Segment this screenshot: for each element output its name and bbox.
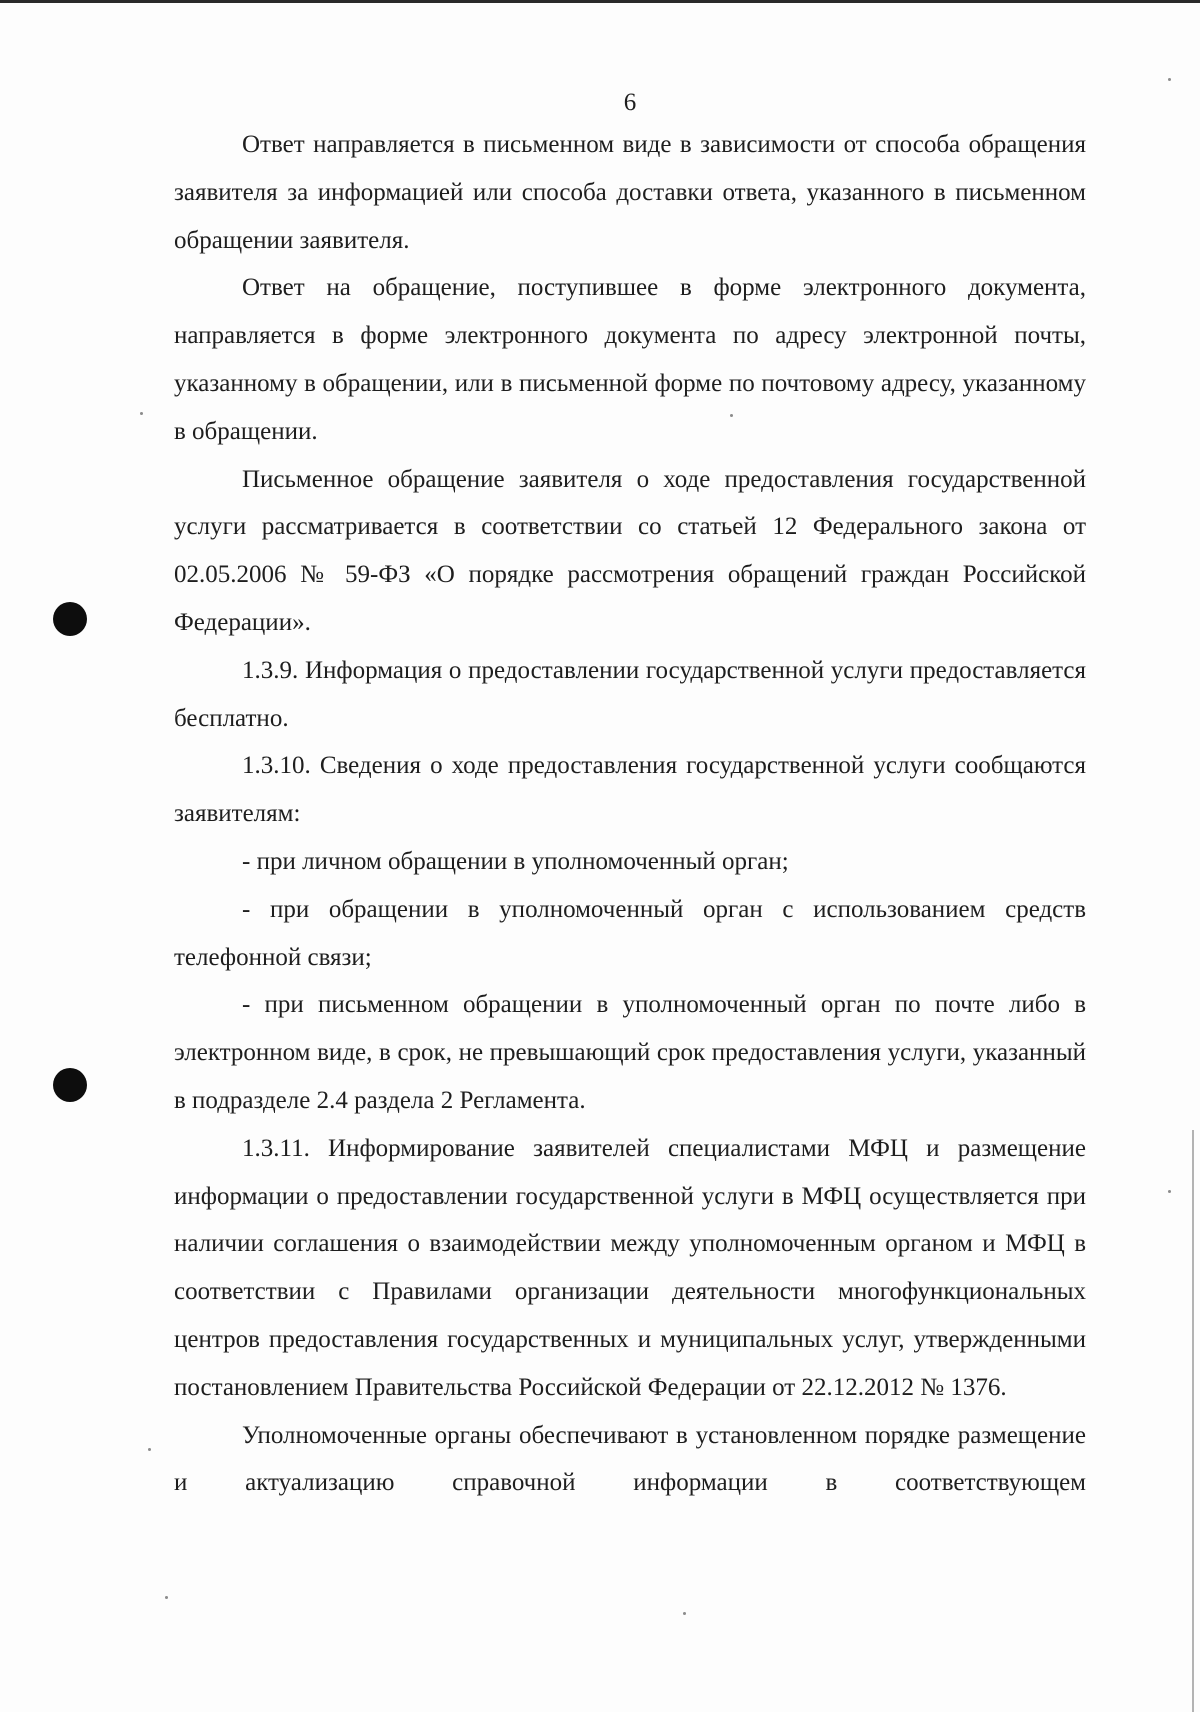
right-edge-shadow [1192,1130,1194,1712]
punch-hole-upper [53,602,87,636]
list-item-personal: - при личном обращении в уполномоченный орган; [242,847,789,875]
scan-speck [683,1612,686,1615]
paragraph-authorities: Уполномоченные органы обеспечивают в установленном порядке размещение и актуализацию справочной информации в соответствующем [174,1421,1086,1497]
document-body [174,121,1086,1507]
scan-speck [148,1448,151,1451]
top-edge-rule [0,0,1200,3]
paragraph-response-method: Ответ направляется в письменном виде в зависимости от способа обращения заявителя за информацией или способа доставки ответа, указанного в письменном обращении заявителя. [174,131,1086,254]
paragraph-1-3-10: 1.3.10. Сведения о ходе предоставления государственной услуги сообщаются заявителям: [174,752,1086,828]
paragraph-written-request: Письменное обращение заявителя о ходе предоставления государственной услуги рассматривается в соответствии со статьей 12 Федерального закона от 02.05.2006 № 59-ФЗ «О порядке рассмотрения обращений граждан Российской Федерации». [174,465,1086,636]
scan-speck [165,1596,168,1599]
punch-hole-lower [53,1068,87,1102]
list-item-written: - при письменном обращении в уполномоченный орган по почте либо в электронном виде, в срок, не превышающий срок предоставления услуги, указанный в подразделе 2.4 раздела 2 Регламента. [174,991,1086,1114]
page-number: 6 [623,89,637,116]
paragraph-1-3-11: 1.3.11. Информирование заявителей специалистами МФЦ и размещение информации о предоставлении государственной услуги в МФЦ осуществляется при наличии соглашения о взаимодействии между уполномоченным органом и МФЦ в соответствии с Правилами организации деятельности многофункциональных центров предоставления государственных и муниципальных услуг, утвержденными постановлением Правительства Российской Федерации от 22.12.2012 № 1376. [174,1134,1086,1401]
scan-speck [140,412,143,415]
list-item-phone: - при обращении в уполномоченный орган с использованием средств телефонной связи; [174,895,1086,971]
scan-speck [1168,78,1171,81]
scan-speck [1168,1190,1171,1193]
paragraph-electronic-response: Ответ на обращение, поступившее в форме электронного документа, направляется в форме электронного документа по адресу электронной почты, указанному в обращении, или в письменной форме по почтовому адресу, указанному в обращении. [174,274,1086,445]
paragraph-1-3-9: 1.3.9. Информация о предоставлении государственной услуги предоставляется бесплатно. [174,656,1086,732]
